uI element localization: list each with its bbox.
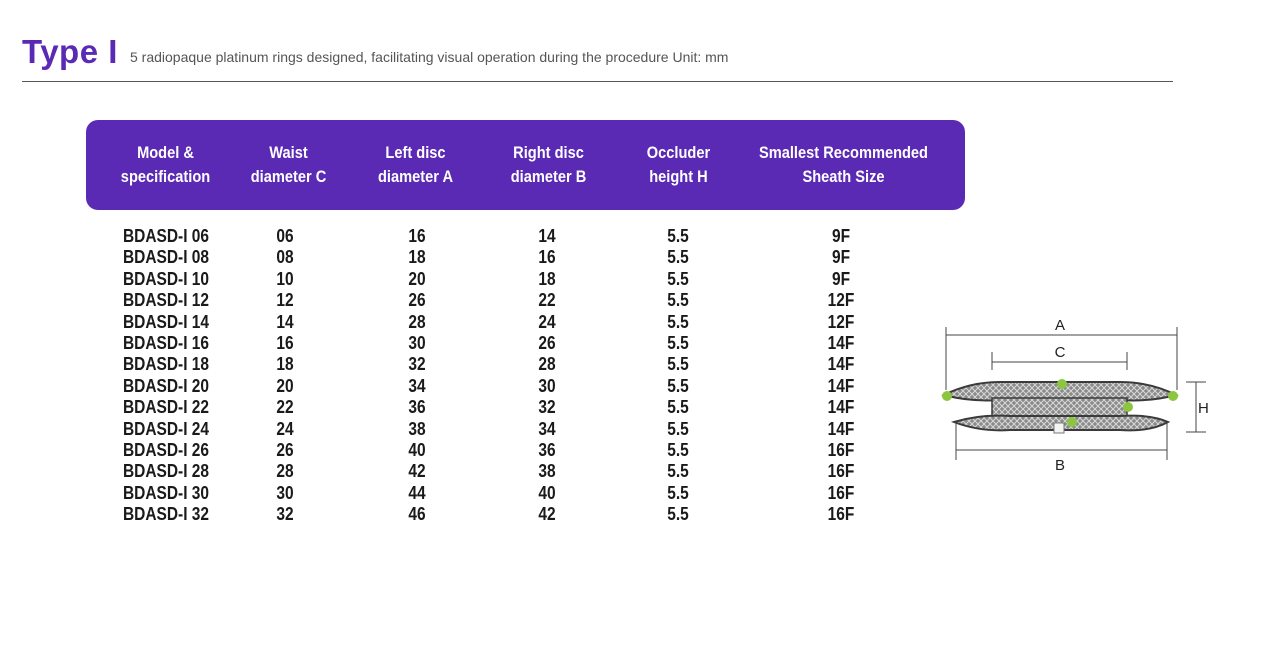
cell-waist: 28 [276,461,294,482]
cell-left-disc: 38 [408,418,426,439]
cell-sheath: 14F [827,354,855,375]
table-row [0,246,1000,267]
cell-model: BDASD-I 08 [123,247,210,268]
table-row [0,460,1000,481]
table-row [0,353,1000,374]
cell-left-disc: 34 [408,375,426,396]
cell-model: BDASD-I 20 [123,375,210,396]
cell-left-disc: 46 [408,504,426,525]
cell-height: 5.5 [667,226,689,246]
marker-ring-4 [1123,402,1133,412]
cell-height: 5.5 [667,332,689,353]
cell-sheath: 16F [827,461,855,482]
cell-model: BDASD-I 10 [123,268,210,289]
cell-height: 5.5 [667,418,689,439]
cell-waist: 12 [276,290,294,311]
cell-model: BDASD-I 26 [123,439,210,460]
cell-sheath: 14F [827,397,855,418]
cell-height: 5.5 [667,504,689,525]
cell-sheath: 16F [827,504,855,525]
cell-waist: 30 [276,482,294,503]
cell-left-disc: 30 [408,332,426,353]
cell-height: 5.5 [667,461,689,482]
table-row [0,225,1000,246]
cell-height: 5.5 [667,311,689,332]
dimension-a-label: A [1054,317,1066,334]
cell-left-disc: 18 [408,247,426,268]
cell-right-disc: 26 [538,332,556,353]
table-row [0,375,1000,396]
cell-right-disc: 24 [538,311,556,332]
cell-left-disc: 44 [408,482,426,503]
cell-waist: 24 [276,418,294,439]
table-row [0,482,1000,503]
cell-model: BDASD-I 30 [123,482,210,503]
cell-waist: 20 [276,375,294,396]
cell-height: 5.5 [667,290,689,311]
cell-model: BDASD-I 22 [123,397,210,418]
cell-waist: 14 [276,311,294,332]
column-header-model: Model & specification [120,143,211,186]
table-row [0,268,1000,289]
cell-model: BDASD-I 06 [123,226,210,246]
dimension-b-label: B [1054,457,1066,474]
column-header-waist: Waist diameter C [250,143,327,186]
table-row [0,332,1000,353]
cell-left-disc: 40 [408,439,426,460]
table-row [0,311,1000,332]
marker-ring-3 [1168,391,1178,401]
cell-sheath: 9F [831,226,851,246]
cell-right-disc: 16 [538,247,556,268]
cell-sheath: 9F [831,268,851,289]
table-row [0,439,1000,460]
table-header [86,120,965,210]
cell-right-disc: 34 [538,418,556,439]
cell-right-disc: 32 [538,397,556,418]
cell-right-disc: 18 [538,268,556,289]
marker-ring-1 [942,391,952,401]
cell-right-disc: 38 [538,461,556,482]
column-header-left-disc: Left disc diameter A [377,143,454,186]
cell-waist: 16 [276,332,294,353]
cell-sheath: 16F [827,482,855,503]
dimension-c-label: C [1054,344,1066,361]
marker-ring-5 [1067,417,1077,427]
cell-right-disc: 36 [538,439,556,460]
cell-right-disc: 28 [538,354,556,375]
cell-waist: 08 [276,247,294,268]
cell-height: 5.5 [667,439,689,460]
section-title: Type I [22,33,118,70]
cell-model: BDASD-I 14 [123,311,210,332]
cell-left-disc: 36 [408,397,426,418]
column-header-right-disc: Right disc diameter B [510,143,587,186]
cell-right-disc: 40 [538,482,556,503]
cell-height: 5.5 [667,354,689,375]
cell-sheath: 14F [827,375,855,396]
cell-sheath: 12F [827,290,855,311]
cell-sheath: 14F [827,332,855,353]
cell-waist: 18 [276,354,294,375]
cell-right-disc: 42 [538,504,556,525]
cell-sheath: 9F [831,247,851,268]
cell-height: 5.5 [667,247,689,268]
cell-model: BDASD-I 12 [123,290,210,311]
cell-left-disc: 20 [408,268,426,289]
cell-sheath: 14F [827,418,855,439]
cell-height: 5.5 [667,482,689,503]
cell-waist: 26 [276,439,294,460]
table-row [0,503,1000,524]
dimension-h-label: H [1198,400,1209,417]
cell-model: BDASD-I 28 [123,461,210,482]
cell-left-disc: 32 [408,354,426,375]
cell-height: 5.5 [667,397,689,418]
table-body [0,225,1000,524]
cell-waist: 32 [276,504,294,525]
marker-ring-2 [1057,379,1067,389]
cell-height: 5.5 [667,375,689,396]
cell-right-disc: 22 [538,290,556,311]
cell-left-disc: 28 [408,311,426,332]
cell-height: 5.5 [667,268,689,289]
table-row [0,289,1000,310]
column-header-height: Occluder height H [646,143,711,186]
section-description: 5 radiopaque platinum rings designed, facilitating visual operation during the procedure Unit: mm [130,49,729,65]
connector-hub [1054,423,1064,433]
cell-waist: 06 [276,226,294,246]
cell-left-disc: 26 [408,290,426,311]
cell-sheath: 16F [827,439,855,460]
cell-waist: 22 [276,397,294,418]
occluder-diagram [930,310,1220,480]
table-row [0,396,1000,417]
cell-model: BDASD-I 24 [123,418,210,439]
cell-right-disc: 14 [538,226,556,246]
cell-model: BDASD-I 16 [123,332,210,353]
cell-right-disc: 30 [538,375,556,396]
cell-left-disc: 42 [408,461,426,482]
cell-model: BDASD-I 32 [123,504,210,525]
table-row [0,418,1000,439]
cell-waist: 10 [276,268,294,289]
cell-model: BDASD-I 18 [123,354,210,375]
column-header-sheath: Smallest Recommended Sheath Size [758,143,928,186]
cell-left-disc: 16 [408,226,426,246]
cell-sheath: 12F [827,311,855,332]
section-header [22,28,1173,82]
